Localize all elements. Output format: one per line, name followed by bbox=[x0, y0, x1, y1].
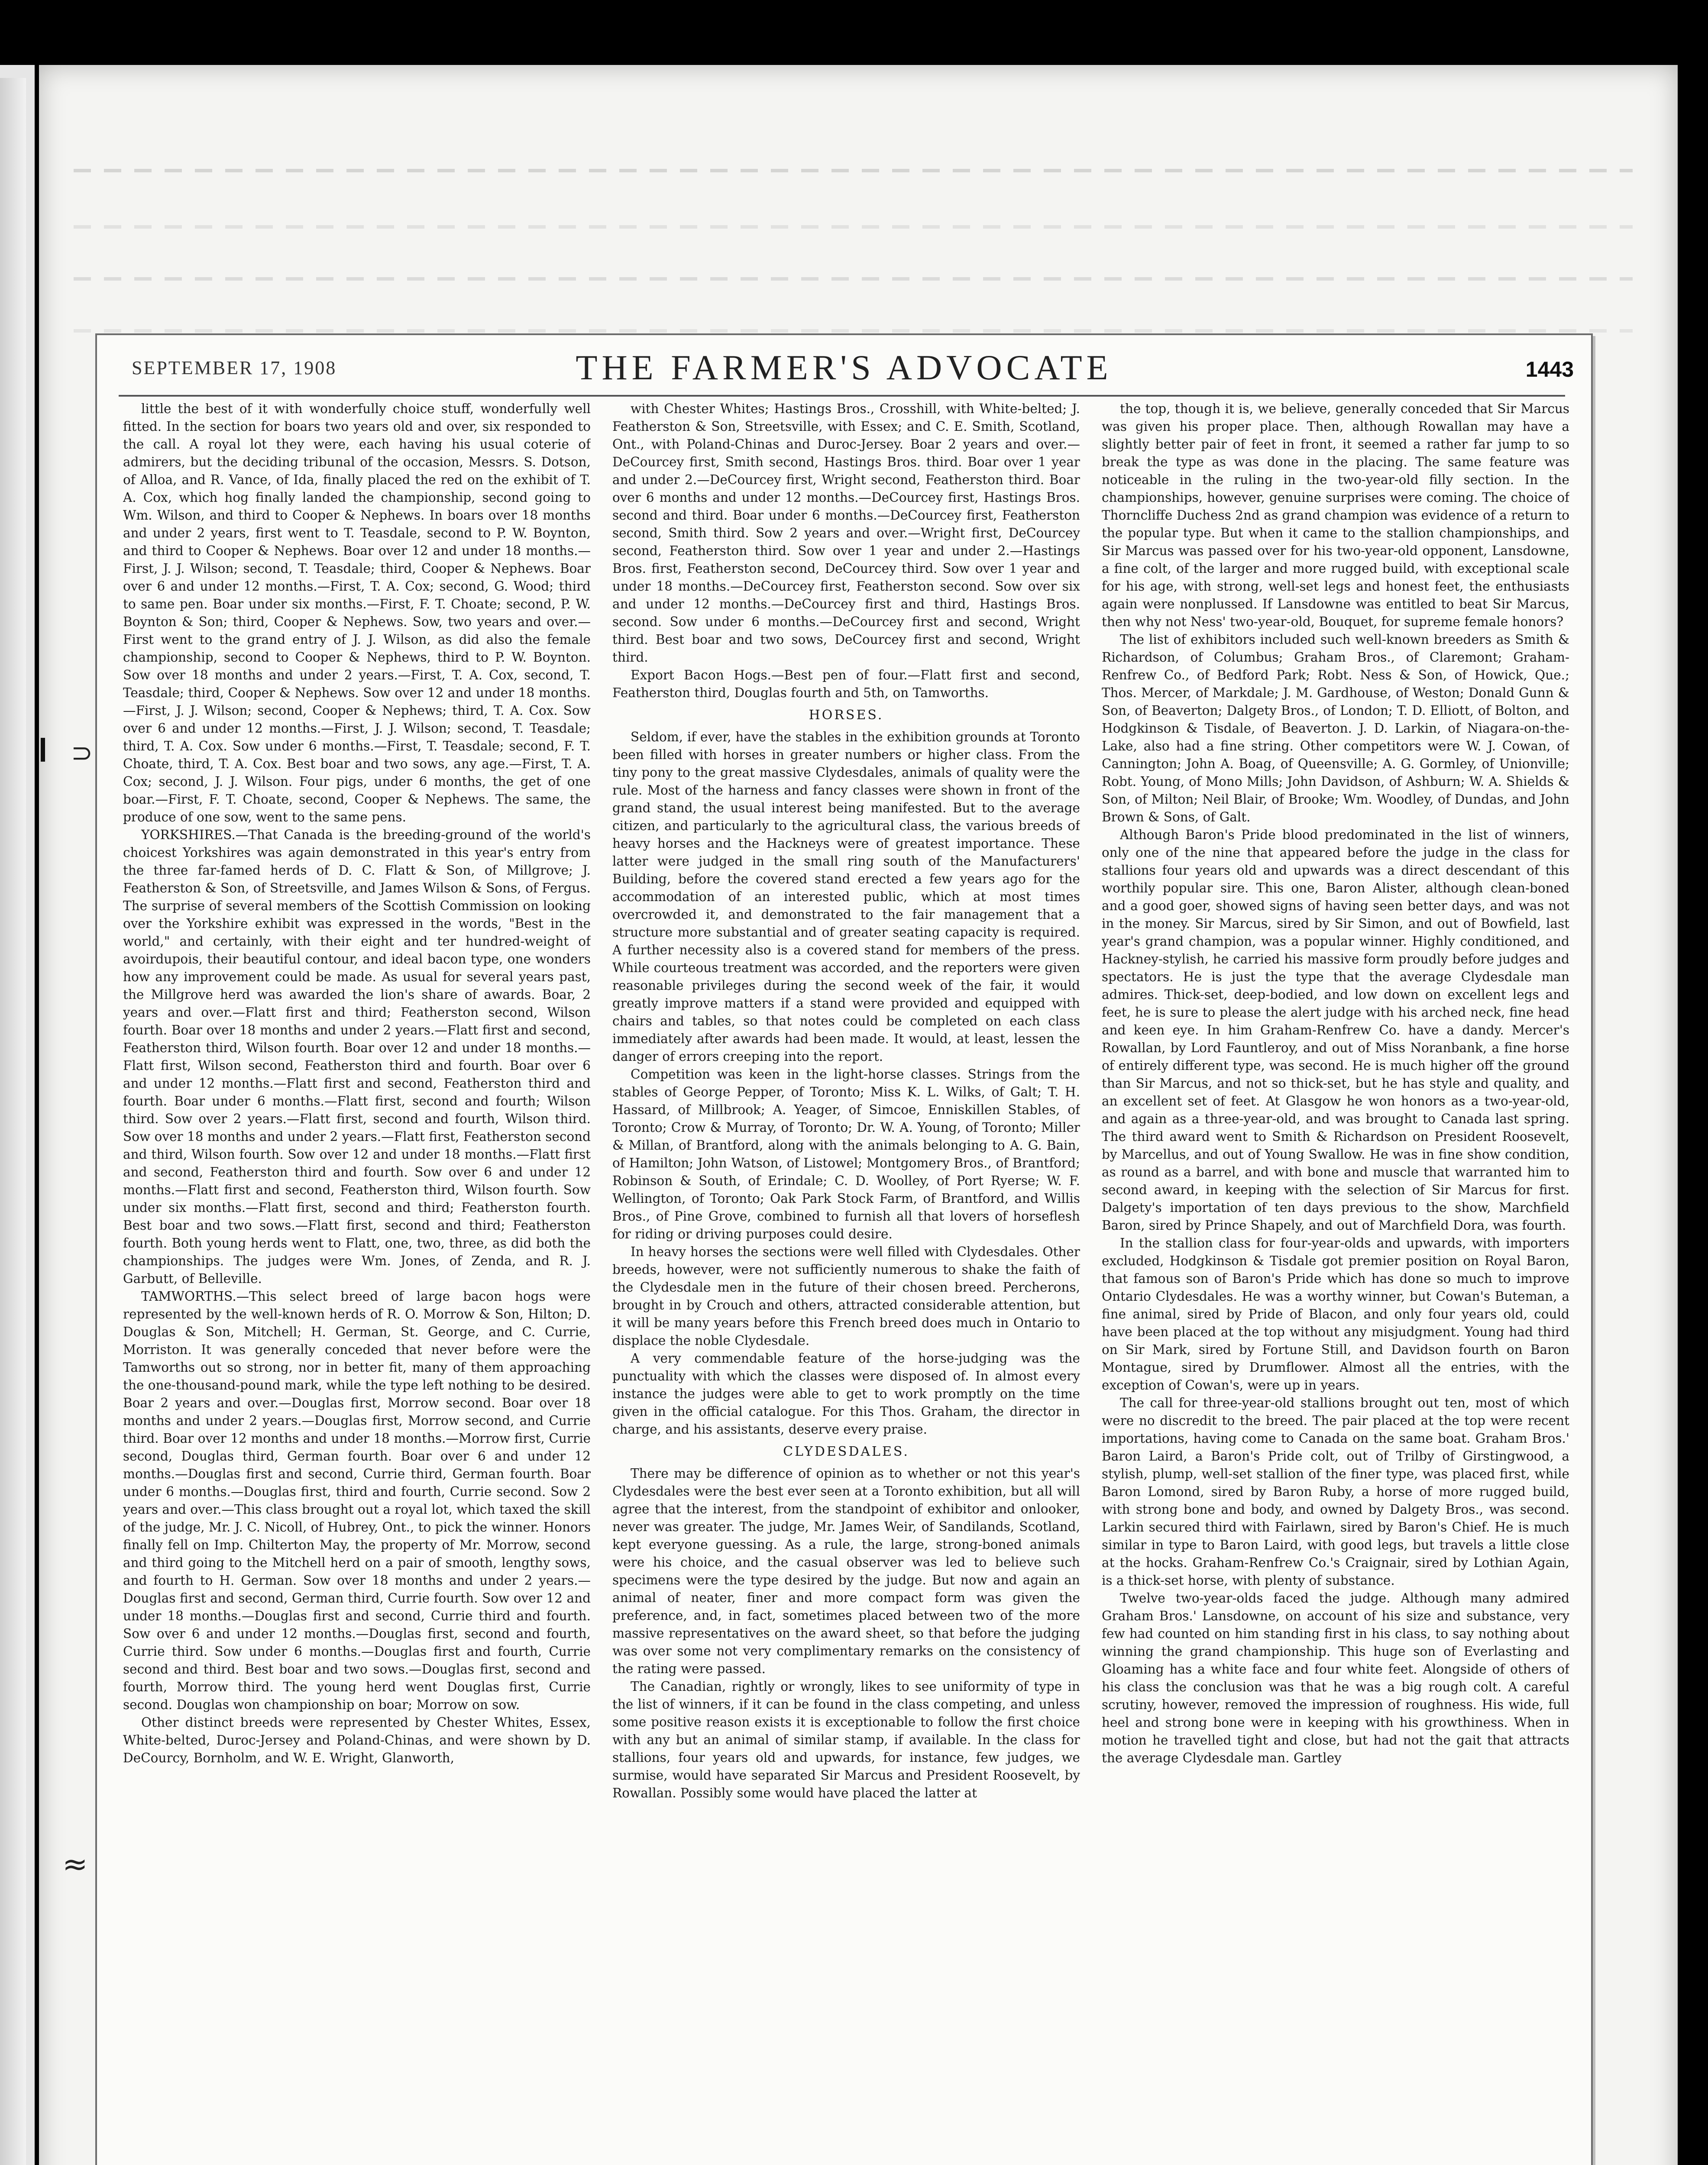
show-through-line bbox=[74, 225, 1633, 229]
article-paragraph: the top, though it is, we believe, generally conceded that Sir Marcus was given his proper place. Then, although Rowallan may have a slightly better pair of feet in front, it seemed a rather far jump to so break the type as was done in the placing. The same feature was noticeable in the ruling in the two-year-old filly section. In the championships, however, genuine surprises were coming. The choice of Thorncliffe Duchess 2nd as grand champion was evidence of a return to the popular type. But when it came to the stallion championships, and Sir Marcus was passed over for his two-year-old opponent, Lansdowne, a fine colt, of the larger and more rugged build, with exceptional scale for his age, with strong, well-set legs and honest feet, the enthusiasts again were nonplussed. If Lansdowne was entitled to beat Sir Marcus, then why not Ness' two-year-old, Bouquet, for supreme female honors? bbox=[1102, 401, 1569, 629]
article-paragraph: The call for three-year-old stallions brought out ten, most of which were no discredit to the breed. The pair placed at the top were recent importations, having come to Canada on the same boat. Graham Bros.' Baron Laird, a Baron's Pride colt, out of Trilby of Girstingwood, a stylish, plump, well-set stallion of the finer type, was placed first, while Baron Lomond, sired by Baron Ruby, a horse of more rugged build, with strong bone and body, and owned by Dalgety Bros., was second. Larkin secured third with Fairlawn, sired by Baron's Chief. He is much similar in type to Baron Laird, with good legs, but travels a little close at the hocks. Graham-Renfrew Co.'s Craignair, sired by Lothian Again, is a thick-set horse, with plenty of substance. bbox=[1102, 1396, 1569, 1588]
article-paragraph: In the stallion class for four-year-olds and upwards, with importers excluded, Hodgkinson & Tisdale got premier position on Royal Baron, that famous son of Baron's Pride which has done so much to improve Ontario Clydesdales. He was a worthy winner, but Cowan's Buteman, a fine animal, sired by Pride of Blacon, and only four years old, could have been placed at the top without any misjudgment. Young had third on Sir Mark, sired by Fortune Still, and Davidson fourth on Baron Montague, sired by Drumflower. Almost all the entries, with the exception of Cowan's, were up in years. bbox=[1102, 1236, 1569, 1393]
article-paragraph: Other distinct breeds were represented by Chester Whites, Essex, White-belted, Duroc-Jersey and Poland-Chinas, and were shown by D. DeCourcy, Bornholm, and W. E. Wright, Glanworth, bbox=[123, 1715, 591, 1765]
show-through-line bbox=[74, 277, 1633, 281]
article-paragraph: Export Bacon Hogs.—Best pen of four.—Flatt first and second, Featherston third, Douglas fourth and 5th, on Tamworths. bbox=[612, 668, 1080, 700]
article-paragraph: TAMWORTHS.—This select breed of large bacon hogs were represented by the well-known herds of R. O. Morrow & Son, Hilton; D. Douglas & Son, Mitchell; H. German, St. George, and C. Currie, Morriston. It was generally conceded that never before were the Tamworths out so strong, nor in better fit, many of them approaching the one-thousand-pound mark, while the type left nothing to be desired. Boar 2 years and over.—Douglas first, Morrow second. Boar over 18 months and under 2 years.—Douglas first, Morrow second, and Currie third. Boar over 12 months and under 18 months.—Morrow first, Currie second, Douglas third, German fourth. Boar over 6 and under 12 months.—Douglas first and second, Currie third, German fourth. Boar under 6 months.—Douglas first, third and fourth, Currie second. Sow 2 years and over.—This class brought out a royal lot, which taxed the skill of the judge, Mr. J. C. Nicoll, of Hubrey, Ont., to pick the winner. Honors finally fell on Imp. Chilterton May, the property of Mr. Morrow, second and third going to the Mitchell herd on a pair of smooth, lengthy sows, and fourth to H. German. Sow over 18 months and under 2 years.—Douglas first and second, German third, Currie fourth. Sow over 12 and under 18 months.—Douglas first and second, Currie third and fourth. Sow over 6 and under 12 months.—Douglas first, second and fourth, Currie third. Sow under 6 months.—Douglas first and fourth, Currie second and third. Best boar and two sows.—Douglas first, second and fourth, Morrow third. The young herd went Douglas first, Currie second. Douglas won championship on boar; Morrow on sow. bbox=[123, 1289, 591, 1712]
text-column-2 bbox=[612, 400, 1080, 2165]
masthead-title: THE FARMER'S ADVOCATE bbox=[576, 348, 1113, 387]
article-paragraph: The list of exhibitors included such well-known breeders as Smith & Richardson, of Columbus; Graham Bros., of Claremont; Graham-Renfrew Co., of Bedford Park; Robt. Ness & Son, of Howick, Que.; Thos. Mercer, of Markdale; J. M. Gardhouse, of Weston; Donald Gunn & Son, of Beaverton; Dalgety Bros., of London; T. D. Elliott, of Bolton, and Hodgkinson & Tisdale, of Beaverton. J. D. Larkin, of Niagara-on-the-Lake, also had a fine string. Other competitors were W. J. Cowan, of Cannington; John A. Boag, of Queensville; A. G. Gormley, of Unionville; Robt. Young, of Mono Mills; John Davidson, of Ashburn; W. A. Shields & Son, of Milton; Neil Blair, of Brooke; Wm. Woodley, of Dundas, and John Brown & Sons, of Galt. bbox=[1102, 632, 1569, 824]
article-paragraph: little the best of it with wonderfully choice stuff, wonderfully well fitted. In the section for boars two years old and over, six responded to the call. A royal lot they were, each having his usual coterie of admirers, but the deciding tribunal of the occasion, Messrs. S. Dotson, of Alloa, and R. Vance, of Ida, finally placed the red on the exhibit of T. A. Cox, which hog finally landed the championship, second going to Wm. Wilson, and third to Cooper & Nephews. In boars over 18 months and under 2 years, first went to T. Teasdale, second to P. W. Boynton, and third to Cooper & Nephews. Boar over 12 and under 18 months.—First, J. J. Wilson; second, T. Teasdale; third, Cooper & Nephews. Boar over 6 and under 12 months.—First, T. A. Cox; second, G. Wood; third to same pen. Boar under six months.—First, F. T. Choate; second, P. W. Boynton & Son; third, Cooper & Nephews. Sow, two years and over.—First went to the grand entry of J. J. Wilson, as did also the female championship, second to Cooper & Nephews, third to P. W. Boynton. Sow over 18 months and under 2 years.—First, T. A. Cox, second, T. Teasdale; third, Cooper & Nephews. Sow over 12 and under 18 months.—First, J. J. Wilson; second, Cooper & Nephews; third, T. A. Cox. Sow over 6 and under 12 months.—First, J. J. Wilson; second, T. Teasdale; third, T. A. Cox. Sow under 6 months.—First, T. Teasdale; second, F. T. Choate, third, T. A. Cox. Best boar and two sows, any age.—First, T. A. Cox; second, J. J. Wilson. Four pigs, under 6 months, the get of one boar.—First, F. T. Choate, second, Cooper & Nephews. The same, the produce of one sow, went to the same pens. bbox=[123, 401, 591, 824]
scanned-sheet bbox=[39, 65, 1678, 2165]
margin-scribble-mark: ≈ bbox=[62, 1846, 88, 1882]
film-right-band bbox=[1678, 65, 1708, 2165]
article-paragraph: Twelve two-year-olds faced the judge. Although many admired Graham Bros.' Lansdowne, on account of his size and substance, very few had counted on him standing first in his class, to say nothing about winning the grand championship. This huge son of Everlasting and Gloaming has a white face and four white feet. Alongside of others of his class the conclusion was that he was a big rough colt. A careful scrutiny, however, removed the impression of roughness. His wide, full heel and strong bone were in keeping with his growthiness. When in motion he travelled tight and close, but had not the gait that attracts the average Clydesdale man. Gartley bbox=[1102, 1591, 1569, 1765]
page-header bbox=[97, 344, 1591, 391]
margin-tick-mark bbox=[41, 738, 45, 762]
text-column-3 bbox=[1102, 400, 1569, 2165]
show-through-line bbox=[74, 169, 1633, 172]
header-rule bbox=[119, 395, 1565, 397]
article-paragraph: with Chester Whites; Hastings Bros., Crosshill, with White-belted; J. Featherston & Son, Streetsville, with Essex; and C. E. Smith, Scotland, Ont., with Poland-Chinas and Duroc-Jersey. Boar 2 years and over.—DeCourcey first, Smith second, Hastings Bros. third. Boar over 1 year and under 2.—DeCourcey first, Wright second, Featherston third. Boar over 6 months and under 12 months.—DeCourcey first, Hastings Bros. second and third. Boar under 6 months.—DeCourcey first, Featherston second, Smith third. Sow 2 years and over.—Wright first, DeCourcey second, Featherston third. Sow over 1 year and under 2.—Hastings Bros. first, Featherston second, DeCourcey third. Sow over 1 year and under 18 months.—DeCourcey first, Featherston second. Sow over six and under 12 months.—DeCourcey first and third, Hastings Bros. second. Sow under 6 months.—DeCourcey first and second, Wright third. Best boar and two sows, DeCourcey first and second, Wright third. bbox=[612, 401, 1080, 665]
section-heading: HORSES. bbox=[809, 708, 884, 723]
article-paragraph: In heavy horses the sections were well filled with Clydesdales. Other breeds, however, were not sufficiently numerous to shake the faith of the Clydesdale men in the future of their chosen breed. Percherons, brought in by Crouch and others, attracted considerable attention, but it will be many years before this French breed does much in Ontario to displace the noble Clydesdale. bbox=[612, 1244, 1080, 1348]
header-date: SEPTEMBER 17, 1908 bbox=[132, 357, 337, 378]
page-number: 1443 bbox=[1525, 357, 1574, 381]
previous-page-edge bbox=[0, 78, 26, 2165]
article-paragraph: The Canadian, rightly or wrongly, likes to see uniformity of type in the list of winners, if it can be found in the class competing, and unless some positive reason exists it is exceptionable to follow the first choice with any but an animal of similar stamp, if available. In the class for stallions, four years old and upwards, for instance, few judges, we surmise, would have separated Sir Marcus and President Roosevelt, by Rowallan. Possibly some would have placed the latter at bbox=[612, 1679, 1080, 1800]
article-paragraph: Although Baron's Pride blood predominated in the list of winners, only one of the nine that appeared before the judge in the class for stallions four years old and upwards was a direct descendant of this worthily popular sire. This one, Baron Alister, although clean-boned and a good goer, showed signs of having seen better days, and was not in the money. Sir Marcus, sired by Sir Simon, and out of Bowfield, last year's grand champion, was a popular winner. Highly conditioned, and Hackney-stylish, he carried his massive form proudly before judges and spectators. He is just the type that the average Clydesdale man admires. Thick-set, deep-bodied, and low down on excellent legs and feet, he is sure to please the alert judge with his arched neck, fine head and keen eye. In him Graham-Renfrew Co. have a dandy. Mercer's Rowallan, by Lord Fauntleroy, and out of Miss Noranbank, a fine horse of entirely different type, was second. He is much higher off the ground than Sir Marcus, and not so thick-set, but he has style and quality, and an excellent set of feet. At Glasgow he won honors as a two-year-old, and again as a three-year-old, and was brought to Canada last spring. The third award went to Smith & Richardson on President Roosevelt, by Marcellus, and out of Young Swallow. He was in fine show condition, as round as a barrel, and with bone and muscle that warranted him to second award, in keeping with the selection of Sir Marcus for first. Dalgety's importation of ten days previous to the show, Marchfield Baron, sired by Prince Shapely, and out of Marchfield Dora, was fourth. bbox=[1102, 827, 1569, 1233]
article-paragraph: Competition was keen in the light-horse classes. Strings from the stables of George Pepper, of Toronto; Miss K. L. Wilks, of Galt; T. H. Hassard, of Millbrook; A. Yeager, of Simcoe, Enniskillen Stables, of Toronto; Crow & Murray, of Toronto; Dr. W. A. Young, of Toronto; Miller & Millan, of Brantford, along with the animals belonging to A. G. Bain, of Hamilton; John Watson, of Listowel; Montgomery Bros., of Brantford; Robinson & South, of Erindale; C. D. Woolley, of Port Ryerse; W. F. Wellington, of Toronto; Oak Park Stock Farm, of Brantford, and Willis Bros., of Pine Grove, combined to furnish all that lovers of horseflesh for riding or driving purposes could desire. bbox=[612, 1067, 1080, 1241]
film-top-band bbox=[0, 0, 1708, 65]
article-paragraph: There may be difference of opinion as to whether or not this year's Clydesdales were the best ever seen at a Toronto exhibition, but all will agree that the interest, from the standpoint of exhibitor and onlooker, never was greater. The judge, Mr. James Weir, of Sandilands, Scotland, kept everyone guessing. As a rule, the large, strong-boned animals were his choice, and the casual observer was led to believe such specimens were the type desired by the judge. But now and again an animal of neater, finer and more compact form was given the preference, and, in fact, sometimes placed between two of the more massive representatives on the award sheet, so that before the judging was over some not very complimentary remarks on the consistency of the rating were passed. bbox=[612, 1466, 1080, 1676]
show-through-line bbox=[74, 329, 1633, 333]
article-paragraph: Seldom, if ever, have the stables in the exhibition grounds at Toronto been filled with horses in greater numbers or higher class. From the tiny pony to the great massive Clydesdales, animals of quality were the rule. Most of the harness and fancy classes were shown in front of the grand stand, the usual interest being manifested. But to the average citizen, and particularly to the agricultural class, the various breeds of heavy horses and the Hackneys were of greatest importance. These latter were judged in the small ring south of the Manufacturers' Building, before the covered stand erected a few years ago for the accommodation of an interested public, which at most times overcrowded it, and demonstrated to the fair management that a structure more substantial and of greater seating capacity is required. A further necessity also is a covered stand for members of the press. While courteous treatment was accorded, and the reporters were given reasonable privileges during the second week of the fair, it would greatly improve matters if a stand were provided and equipped with chairs and tables, so that notes could be completed on each class immediately after awards had been made. It would, at least, lessen the danger of errors creeping into the report. bbox=[612, 730, 1080, 1064]
text-column-1 bbox=[123, 400, 591, 2165]
margin-bracket-mark: ⊃ bbox=[71, 738, 93, 768]
newspaper-page bbox=[62, 333, 1593, 2165]
article-paragraph: A very commendable feature of the horse-judging was the punctuality with which the classes were disposed of. In almost every instance the judges were able to get to work promptly on the time given in the official catalogue. For this Thos. Graham, the director in charge, and his assistants, deserve every praise. bbox=[612, 1351, 1080, 1437]
section-heading: CLYDESDALES. bbox=[783, 1444, 909, 1459]
article-paragraph: YORKSHIRES.—That Canada is the breeding-ground of the world's choicest Yorkshires was again demonstrated in this year's entry from the three far-famed herds of D. C. Flatt & Son, of Millgrove; J. Featherston & Son, of Streetsville, and James Wilson & Sons, of Fergus. The surprise of several members of the Scottish Commission on looking over the Yorkshire exhibit was expressed in the words, "Best in the world," and certainly, with their eight and ter hundred-weight of avoirdupois, their beautiful contour, and ideal bacon type, one wonders how any improvement could be made. As usual for several years past, the Millgrove herd was awarded the lion's share of awards. Boar, 2 years and over.—Flatt first and third; Featherston second, Wilson fourth. Boar over 18 months and under 2 years.—Flatt first and second, Featherston third, Wilson fourth. Boar over 12 and under 18 months.—Flatt first, Wilson second, Featherston third and fourth. Boar over 6 and under 12 months.—Flatt first and second, Featherston third and fourth. Boar under 6 months.—Flatt first, second and fourth; Wilson third. Sow over 2 years.—Flatt first, second and fourth, Wilson third. Sow over 18 months and under 2 years.—Flatt first, Featherston second and third, Wilson fourth. Sow over 12 and under 18 months.—Flatt first and second, Featherston third and fourth. Sow over 6 and under 12 months.—Flatt first and second, Featherston third, Wilson fourth. Sow under six months.—Flatt first, second and third; Featherston fourth. Best boar and two sows.—Flatt first, second and third; Featherston fourth. Both young herds went to Flatt, one, two, three, as did both the championships. The judges were Wm. Jones, of Zenda, and R. J. Garbutt, of Belleville. bbox=[123, 827, 591, 1286]
